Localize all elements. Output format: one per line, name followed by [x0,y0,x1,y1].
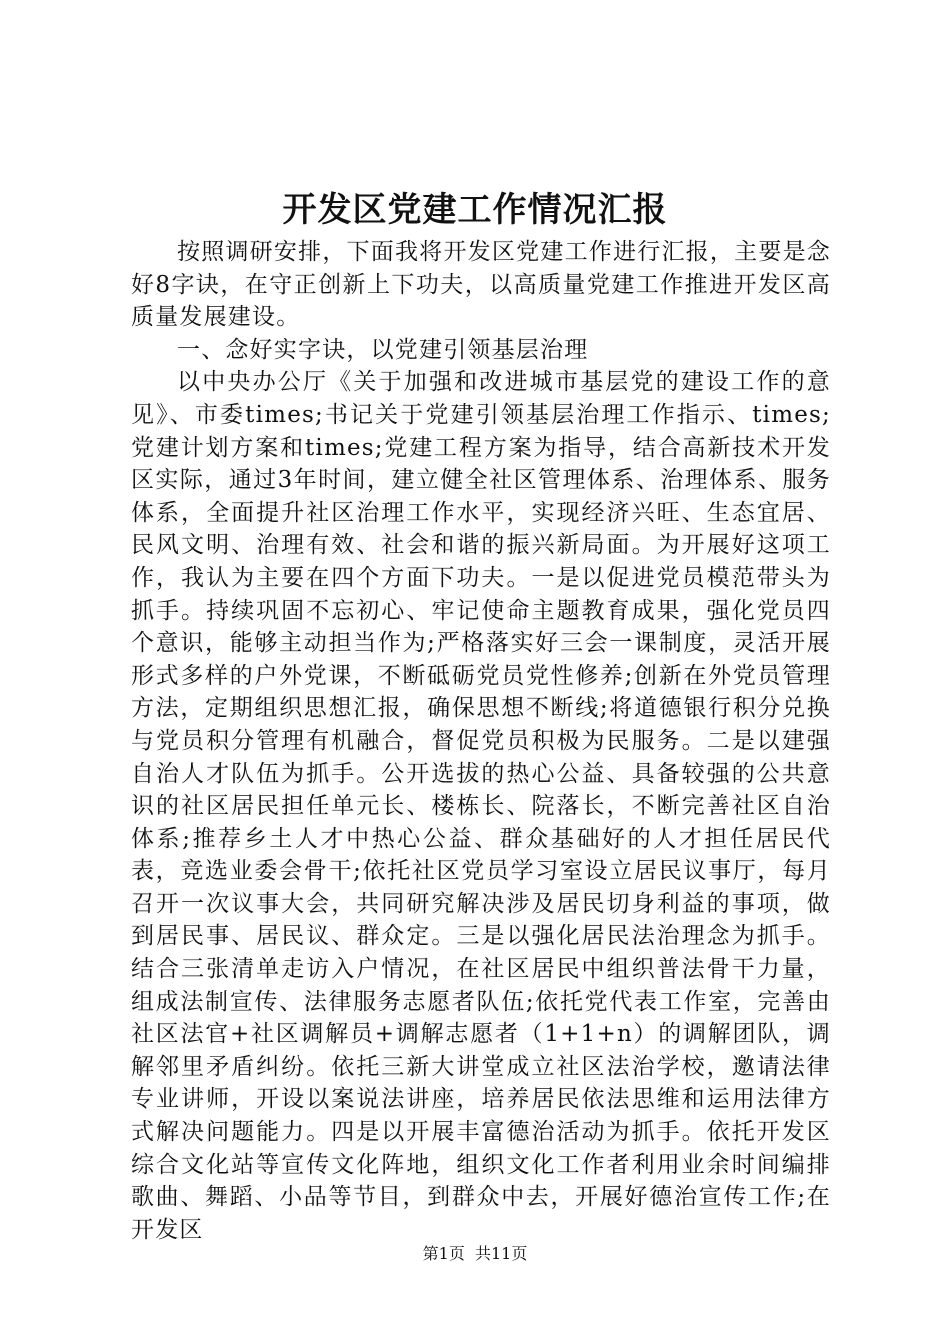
document-title: 开发区党建工作情况汇报 [282,190,668,230]
page-footer [0,1242,950,1266]
section-heading-1: 一、念好实字诀，以党建引领基层治理 [177,336,589,363]
document-body [131,236,831,1246]
paragraph-section-1-body: 以中央办公厅《关于加强和改进城市基层党的建设工作的意见》、市委times;书记关于党建引领基层治理工作指示、times;党建计划方案和times;党建工程方案为指导，结合高新技术开发区实际，通过3年时间，建立健全社区管理体系、治理体系、服务体系，全面提升社区治理工作水平，实现经济兴旺、生态宜居、民风文明、治理有效、社会和谐的振兴新局面。为开展好这项工作，我认为主要在四个方面下功夫。一是以促进党员模范带头为抓手。持续巩固不忘初心、牢记使命主题教育成果，强化党员四个意识，能够主动担当作为;严格落实好三会一课制度，灵活开展形式多样的户外党课，不断砥砺党员党性修养;创新在外党员管理方法，定期组织思想汇报，确保思想不断线;将道德银行积分兑换与党员积分管理有机融合，督促党员积极为民服务。二是以建强自治人才队伍为抓手。公开选拔的热心公益、具备较强的公共意识的社区居民担任单元长、楼栋长、院落长，不断完善社区自治体系;推荐乡土人才中热心公益、群众基础好的人才担任居民代表，竞选业委会骨干;依托社区党员学习室设立居民议事厅，每月召开一次议事大会，共同研究解决涉及居民切身利益的事项，做到居民事、居民议、群众定。三是以强化居民法治理念为抓手。结合三张清单走访入户情况，在社区居民中组织普法骨干力量，组成法制宣传、法律服务志愿者队伍;依托党代表工作室，完善由社区法官+社区调解员+调解志愿者（1+1+n）的调解团队，调解邻里矛盾纠纷。依托三新大讲堂成立社区法治学校，邀请法律专业讲师，开设以案说法讲座，培养居民依法思维和运用法律方式解决问题能力。四是以开展丰富德治活动为抓手。依托开发区综合文化站等宣传文化阵地，组织文化工作者利用业余时间编排歌曲、舞蹈、小品等节目，到群众中去，开展好德治宣传工作;在开发区 [131,369,831,1243]
page-number-label: 第1页 共11页 [422,1244,528,1263]
paragraph-intro: 按照调研安排，下面我将开发区党建工作进行汇报，主要是念好8字诀，在守正创新上下功夫，以高质量党建工作推进开发区高质量发展建设。 [131,239,831,331]
